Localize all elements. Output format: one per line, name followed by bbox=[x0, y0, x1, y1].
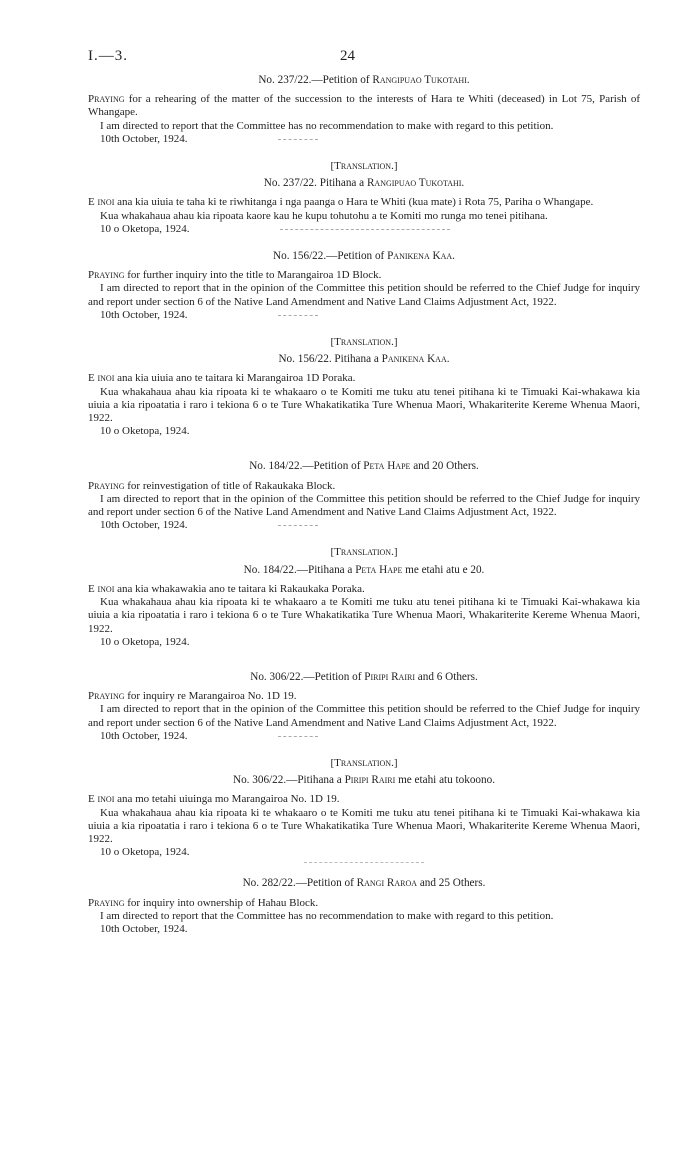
report-date: 10 o Oketopa, 1924. bbox=[100, 425, 190, 438]
praying-paragraph bbox=[88, 269, 640, 282]
report-date: 10th October, 1924. bbox=[88, 133, 640, 146]
petitioner-name: Peta Hape bbox=[363, 460, 411, 473]
report-date: 10 o Oketopa, 1924. bbox=[88, 223, 640, 236]
report-paragraph: I am directed to report that in the opinion of the Committee this petition should be referred to the Chief Judge for inquiry and report under section 6 of the Native Land Amendment and Native Land Claims Adjustment Act, 1922. bbox=[88, 282, 640, 308]
praying-lead: Praying bbox=[88, 896, 125, 909]
petitioner-name: Peta Hape bbox=[355, 563, 403, 576]
petition-heading bbox=[88, 877, 640, 890]
petition-translation bbox=[88, 757, 640, 863]
petition-heading bbox=[88, 353, 640, 366]
petitioner-name: Rangi Raroa bbox=[356, 877, 418, 890]
page-number: 24 bbox=[340, 48, 355, 64]
praying-paragraph bbox=[88, 583, 640, 596]
report-paragraph: Kua whakahaua ahau kia ripoata ki te whakaaro o te Komiti me tuku atu tenei pitihana ki te Timuaki Kai-whakawa kia uiuia a kia ripoatatia i raro i tekiona 6 o te Ture Whakatikatika Ture Whenua Maori, Whakariterite Kereme Whenua Maori, 1922. bbox=[88, 385, 640, 425]
petition-heading-tail: and 20 Others. bbox=[413, 460, 479, 473]
translation-label: [Translation.] bbox=[330, 756, 398, 769]
report-date: 10th October, 1924. bbox=[88, 309, 640, 322]
praying-text: for further inquiry into the title to Marangairoa 1D Block. bbox=[127, 269, 382, 282]
praying-paragraph bbox=[88, 372, 640, 385]
report-paragraph: I am directed to report that in the opinion of the Committee this petition should be referred to the Chief Judge for inquiry and report under section 6 of the Native Land Amendment and Native Land Claims Adjustment Act, 1922. bbox=[88, 492, 640, 519]
dash-rule bbox=[278, 139, 318, 140]
praying-paragraph bbox=[88, 480, 640, 493]
petition-entry bbox=[88, 671, 640, 743]
petitioner-name: Piripi Rairi bbox=[344, 774, 396, 787]
petitioner-name: Panikena Kaa. bbox=[381, 353, 450, 366]
translation-label: [Translation.] bbox=[330, 336, 398, 349]
report-date: 10th October, 1924. bbox=[88, 730, 640, 743]
praying-lead: E inoi bbox=[88, 196, 115, 209]
praying-text: ana mo tetahi uiuinga mo Marangairoa No. 1D 19. bbox=[117, 793, 340, 806]
petition-heading bbox=[88, 250, 640, 263]
praying-text: for inquiry re Marangairoa No. 1D 19. bbox=[127, 690, 297, 703]
translation-label: [Translation.] bbox=[330, 160, 398, 173]
petition-number: No. 184/22.—Petition of bbox=[249, 460, 361, 473]
petition-heading bbox=[88, 774, 640, 787]
petition-number: No. 237/22.—Petition of bbox=[258, 74, 370, 86]
petition-entry bbox=[88, 250, 640, 322]
praying-paragraph bbox=[88, 897, 640, 910]
report-date: 10th October, 1924. bbox=[100, 922, 188, 935]
petition-heading bbox=[88, 74, 640, 87]
report-paragraph: Kua whakahaua ahau kia ripoata ki te whakaaro a te Komiti me tuku atu tenei pitihana ki te Timuaki Kai-whakawa kia uiuia a kia ripoatatia i raro i tekiona 6 o te Ture Whakatikatika Ture Whenua Maori, Whakariterite Kereme Whenua Maori, 1922. bbox=[88, 596, 640, 635]
praying-lead: Praying bbox=[88, 269, 125, 282]
petition-heading-tail: and 6 Others. bbox=[417, 670, 478, 683]
translation-label: [Translation.] bbox=[330, 546, 398, 559]
petition-number: No. 282/22.—Petition of bbox=[242, 877, 354, 890]
praying-lead: E inoi bbox=[88, 372, 115, 385]
praying-lead: Praying bbox=[88, 479, 125, 492]
petitioner-name: Piripi Rairi bbox=[364, 670, 415, 683]
petition-entry bbox=[88, 460, 640, 532]
report-paragraph: Kua whakahaua ahau kia ripoata kaore kau he kupu tohutohu a te Komiti mo runga mo tenei pitihana. bbox=[100, 209, 548, 222]
praying-lead: Praying bbox=[88, 93, 125, 106]
petitioner-name: Rangipuao Tukotahi. bbox=[372, 74, 470, 86]
praying-paragraph bbox=[88, 196, 640, 209]
praying-text: for inquiry into ownership of Hahau Block. bbox=[127, 896, 319, 909]
praying-lead: E inoi bbox=[88, 793, 115, 806]
dash-rule bbox=[278, 315, 318, 316]
petition-translation bbox=[88, 336, 640, 438]
dash-rule bbox=[278, 525, 318, 526]
page-reference: I.—3. bbox=[88, 48, 128, 64]
praying-text: ana kia uiuia ano te taitara ki Marangairoa 1D Poraka. bbox=[117, 372, 356, 385]
petition-translation bbox=[88, 546, 640, 648]
praying-text: ana kia uiuia te taha ki te riwhitanga i nga paanga o Hara te Whiti (kua mate) i Rota 75, Pariha o Whangape. bbox=[117, 196, 594, 209]
report-date: 10 o Oketopa, 1924. bbox=[100, 635, 190, 648]
praying-paragraph bbox=[88, 690, 640, 703]
petition-heading-tail: me etahi atu e 20. bbox=[405, 563, 485, 576]
praying-paragraph bbox=[88, 793, 640, 806]
praying-text: ana kia whakawakia ano te taitara ki Rakaukaka Poraka. bbox=[117, 582, 365, 595]
petition-heading-tail: me etahi atu tokoono. bbox=[398, 774, 495, 787]
petition-number: No. 184/22.—Pitihana a bbox=[243, 563, 353, 576]
report-paragraph: I am directed to report that the Committee has no recommendation to make with regard to this petition. bbox=[100, 909, 554, 922]
praying-paragraph bbox=[88, 93, 640, 119]
report-paragraph: I am directed to report that the Committee has no recommendation to make with regard to this petition. bbox=[100, 119, 554, 132]
praying-text: for reinvestigation of title of Rakaukaka Block. bbox=[127, 479, 336, 492]
praying-lead: E inoi bbox=[88, 582, 115, 595]
petition-number: No. 237/22. Pitihana a bbox=[263, 177, 365, 190]
petition-number: No. 156/22. Pitihana a bbox=[278, 353, 379, 366]
document-body bbox=[88, 74, 640, 936]
dash-rule bbox=[278, 736, 318, 737]
petition-number: No. 306/22.—Petition of bbox=[250, 670, 362, 683]
petition-entry bbox=[88, 877, 640, 936]
report-date: 10th October, 1924. bbox=[88, 519, 640, 532]
petition-heading bbox=[88, 564, 640, 577]
petition-heading bbox=[88, 460, 640, 473]
petition-entry bbox=[88, 74, 640, 146]
petition-heading bbox=[88, 177, 640, 190]
report-paragraph: I am directed to report that in the opinion of the Committee this petition should be referred to the Chief Judge for inquiry and report under section 6 of the Native Land Amendment and Native Land Claims Adjustment Act, 1922. bbox=[88, 703, 640, 729]
petition-heading bbox=[88, 671, 640, 684]
dash-rule bbox=[280, 229, 450, 230]
praying-lead: Praying bbox=[88, 690, 125, 703]
petition-number: No. 156/22.—Petition of bbox=[273, 250, 385, 263]
petition-translation bbox=[88, 160, 640, 236]
petitioner-name: Panikena Kaa. bbox=[387, 250, 455, 263]
praying-text: for a rehearing of the matter of the succession to the interests of Hara te Whiti (deceased) in Lot 75, Parish of Whangape. bbox=[88, 93, 641, 119]
report-date: 10 o Oketopa, 1924. bbox=[100, 846, 190, 859]
petition-heading-tail: and 25 Others. bbox=[419, 877, 486, 890]
petition-number: No. 306/22.—Pitihana a bbox=[233, 774, 342, 787]
petitioner-name: Rangipuao Tukotahi. bbox=[366, 177, 465, 190]
report-paragraph: Kua whakahaua ahau kia ripoata ki te whakaaro o te Komiti me tuku atu tenei pitihana ki te Timuaki Kai-whakawa kia uiuia a kia ripoatatia i raro i tekiona 6 o te Ture Whakatikatika Ture Whenua Maori, Whakariterite Kereme Whenua Maori, 1922. bbox=[88, 806, 640, 845]
